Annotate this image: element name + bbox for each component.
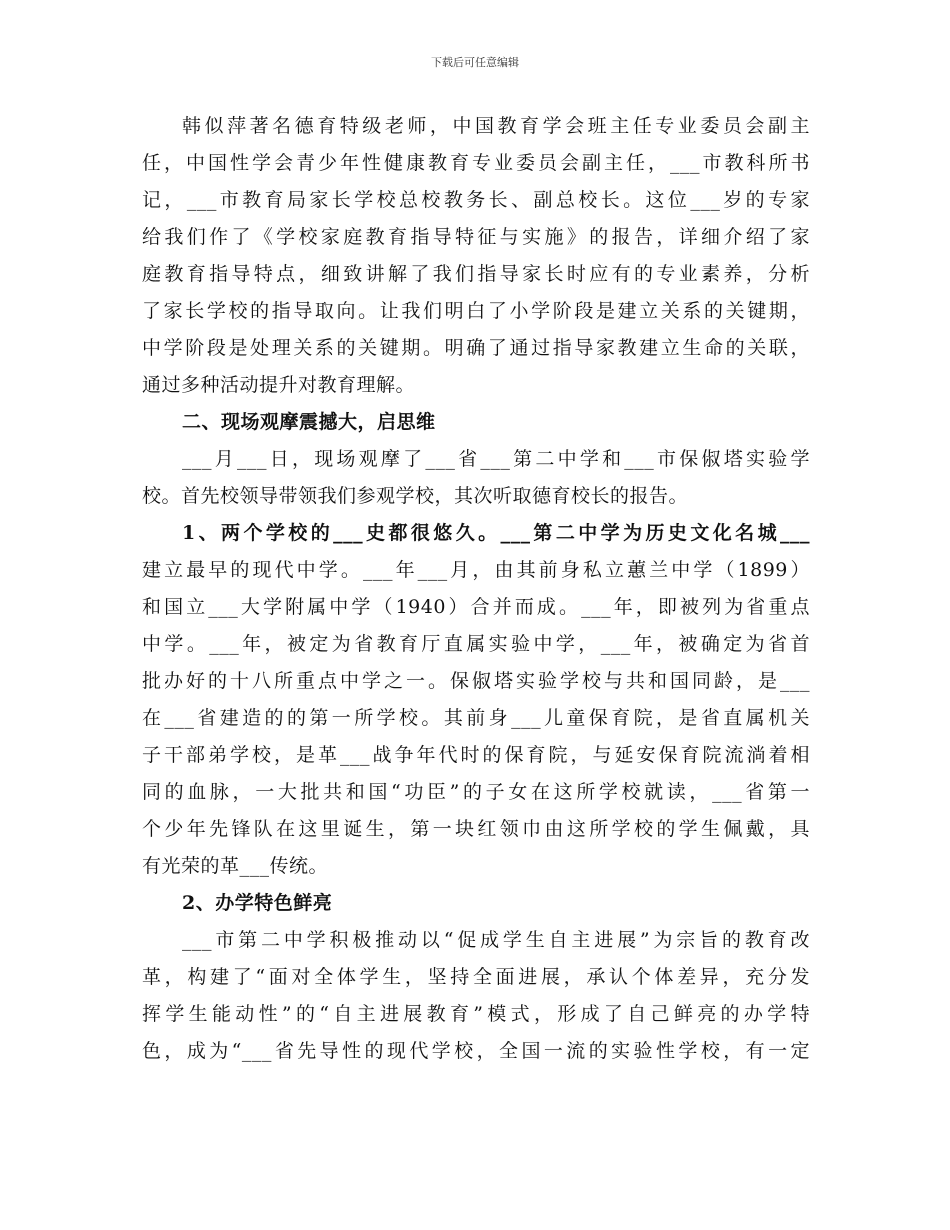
paragraph-line: 子干部弟学校，是革___战争年代时的保育院，与延安保育院流淌着相 bbox=[142, 744, 810, 766]
paragraph-line: 批办好的十八所重点中学之一。保俶塔实验学校与共和国同龄，是___ bbox=[142, 670, 810, 692]
subsection-line: 1、两个学校的___史都很悠久。___第二中学为历史文化名城___ bbox=[182, 522, 810, 544]
paragraph-line: 革，构建了“面对全体学生，坚持全面进展，承认个体差异，充分发 bbox=[142, 966, 810, 988]
paragraph-line: 给我们作了《学校家庭教育指导特征与实施》的报告，详细介绍了家 bbox=[142, 226, 810, 248]
paragraph-line: ___市第二中学积极推动以“促成学生自主进展”为宗旨的教育改 bbox=[182, 929, 810, 951]
section-heading: 二、现场观摩震撼大，启思维 bbox=[182, 411, 436, 433]
paragraph-line: 有光荣的革___传统。 bbox=[142, 855, 329, 877]
paragraph-line: 韩似萍著名德育特级老师，中国教育学会班主任专业委员会副主 bbox=[182, 115, 810, 137]
paragraph-line: 中学。___年，被定为省教育厅直属实验中学，___年，被确定为省首 bbox=[142, 633, 810, 655]
paragraph-line: 中学阶段是处理关系的关键期。明确了通过指导家教建立生命的关联， bbox=[142, 337, 810, 359]
paragraph-line: 和国立___大学附属中学（1940）合并而成。___年，即被列为省重点 bbox=[142, 596, 810, 618]
paragraph-line: 记，___市教育局家长学校总校教务长、副总校长。这位___岁的专家 bbox=[142, 189, 810, 211]
page-header: 下载后可任意编辑 bbox=[431, 56, 519, 69]
paragraph-line: 在___省建造的的第一所学校。其前身___儿童保育院，是省直属机关 bbox=[142, 707, 810, 729]
paragraph-line: 了家长学校的指导取向。让我们明白了小学阶段是建立关系的关键期， bbox=[142, 300, 810, 322]
paragraph-line: ___月___日，现场观摩了___省___第二中学和___市保俶塔实验学 bbox=[182, 448, 810, 470]
paragraph-line: 同的血脉，一大批共和国“功臣”的子女在这所学校就读，___省第一 bbox=[142, 781, 810, 803]
paragraph-line: 校。首先校领导带领我们参观学校，其次听取德育校长的报告。 bbox=[142, 485, 689, 507]
paragraph-line: 任，中国性学会青少年性健康教育专业委员会副主任，___市教科所书 bbox=[142, 152, 810, 174]
document-body bbox=[142, 108, 810, 1070]
paragraph-line: 建立最早的现代中学。___年___月，由其前身私立蕙兰中学（1899） bbox=[142, 559, 810, 581]
subsection-heading: 2、办学特色鲜亮 bbox=[182, 892, 333, 914]
paragraph-line: 通过多种活动提升对教育理解。 bbox=[142, 374, 416, 396]
paragraph-line: 庭教育指导特点，细致讲解了我们指导家长时应有的专业素养，分析 bbox=[142, 263, 810, 285]
paragraph-line: 色，成为“___省先导性的现代学校，全国一流的实验性学校，有一定 bbox=[142, 1040, 810, 1062]
paragraph-line: 个少年先锋队在这里诞生，第一块红领巾由这所学校的学生佩戴，具 bbox=[142, 818, 810, 840]
paragraph-line: 挥学生能动性”的“自主进展教育”模式，形成了自己鲜亮的办学特 bbox=[142, 1003, 810, 1025]
